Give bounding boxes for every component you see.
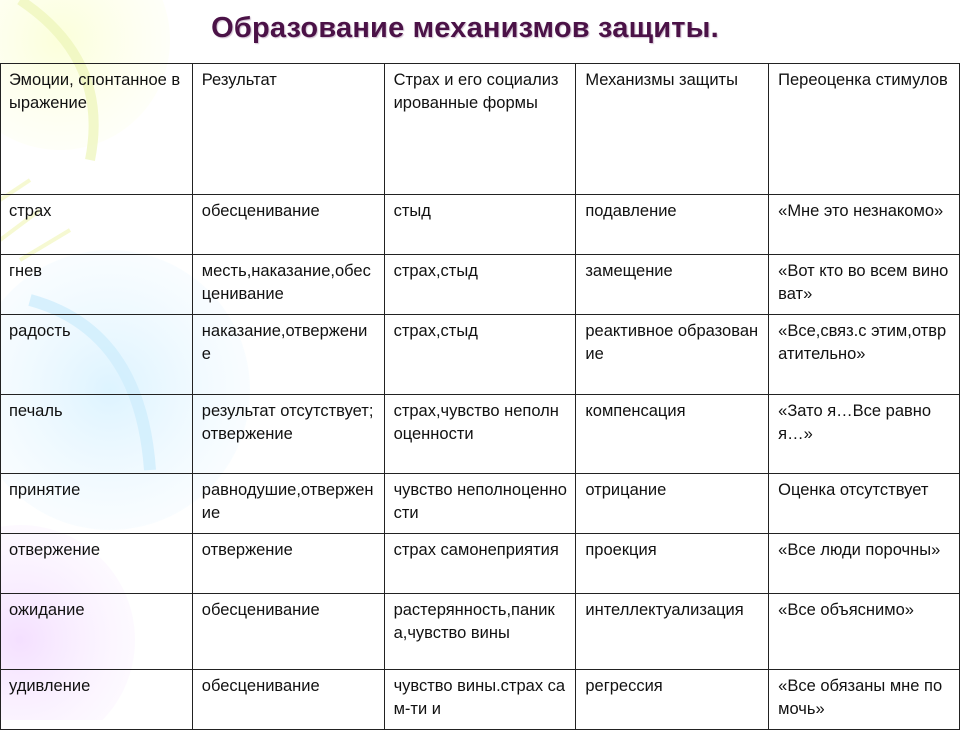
cell-reassessment: «Все объяснимо» [769, 594, 960, 670]
cell-reassessment: Оценка отсутствует [769, 474, 960, 534]
cell-fear: страх,стыд [384, 255, 576, 315]
table-row [1, 315, 960, 395]
cell-emotion: ожидание [1, 594, 193, 670]
table-row [1, 395, 960, 474]
cell-emotion: печаль [1, 395, 193, 474]
cell-fear: чувство вины.страх сам-ти и [384, 670, 576, 730]
header-fear-forms: Страх и его социализированные формы [384, 64, 576, 195]
cell-result: обесценивание [192, 594, 384, 670]
cell-result: результат отсутствует;отвержение [192, 395, 384, 474]
table-row [1, 670, 960, 730]
cell-fear: стыд [384, 195, 576, 255]
cell-result: обесценивание [192, 195, 384, 255]
cell-emotion: радость [1, 315, 193, 395]
cell-mechanism: подавление [576, 195, 769, 255]
cell-result: наказание,отвержение [192, 315, 384, 395]
cell-result: обесценивание [192, 670, 384, 730]
cell-reassessment: «Все люди порочны» [769, 534, 960, 594]
cell-mechanism: отрицание [576, 474, 769, 534]
cell-fear: страх,чувство неполноценности [384, 395, 576, 474]
table-row [1, 474, 960, 534]
header-defense-mechanisms: Механизмы защиты [576, 64, 769, 195]
cell-mechanism: реактивное образование [576, 315, 769, 395]
cell-mechanism: интеллектуализация [576, 594, 769, 670]
cell-mechanism: проекция [576, 534, 769, 594]
table-row [1, 255, 960, 315]
defense-mechanisms-table [0, 63, 960, 730]
header-stimulus-reassessment: Переоценка стимулов [769, 64, 960, 195]
cell-reassessment: «Зато я…Все равно я…» [769, 395, 960, 474]
table-row [1, 594, 960, 670]
cell-result: отвержение [192, 534, 384, 594]
cell-reassessment: «Все,связ.с этим,отвратительно» [769, 315, 960, 395]
cell-reassessment: «Вот кто во всем виноват» [769, 255, 960, 315]
cell-fear: страх самонеприятия [384, 534, 576, 594]
header-emotions: Эмоции, спонтанное выражение [1, 64, 193, 195]
cell-fear: чувство неполноценности [384, 474, 576, 534]
cell-mechanism: замещение [576, 255, 769, 315]
cell-fear: растерянность,паника,чувство вины [384, 594, 576, 670]
cell-emotion: гнев [1, 255, 193, 315]
table-row [1, 534, 960, 594]
cell-emotion: страх [1, 195, 193, 255]
slide-title: Образование механизмов защиты. [211, 12, 719, 44]
cell-fear: страх,стыд [384, 315, 576, 395]
cell-emotion: отвержение [1, 534, 193, 594]
cell-reassessment: «Мне это незнакомо» [769, 195, 960, 255]
table-row [1, 195, 960, 255]
cell-reassessment: «Все обязаны мне помочь» [769, 670, 960, 730]
cell-mechanism: регрессия [576, 670, 769, 730]
cell-result: месть,наказание,обесценивание [192, 255, 384, 315]
cell-result: равнодушие,отвержение [192, 474, 384, 534]
table-header-row [1, 64, 960, 195]
cell-mechanism: компенсация [576, 395, 769, 474]
cell-emotion: удивление [1, 670, 193, 730]
header-result: Результат [192, 64, 384, 195]
cell-emotion: принятие [1, 474, 193, 534]
